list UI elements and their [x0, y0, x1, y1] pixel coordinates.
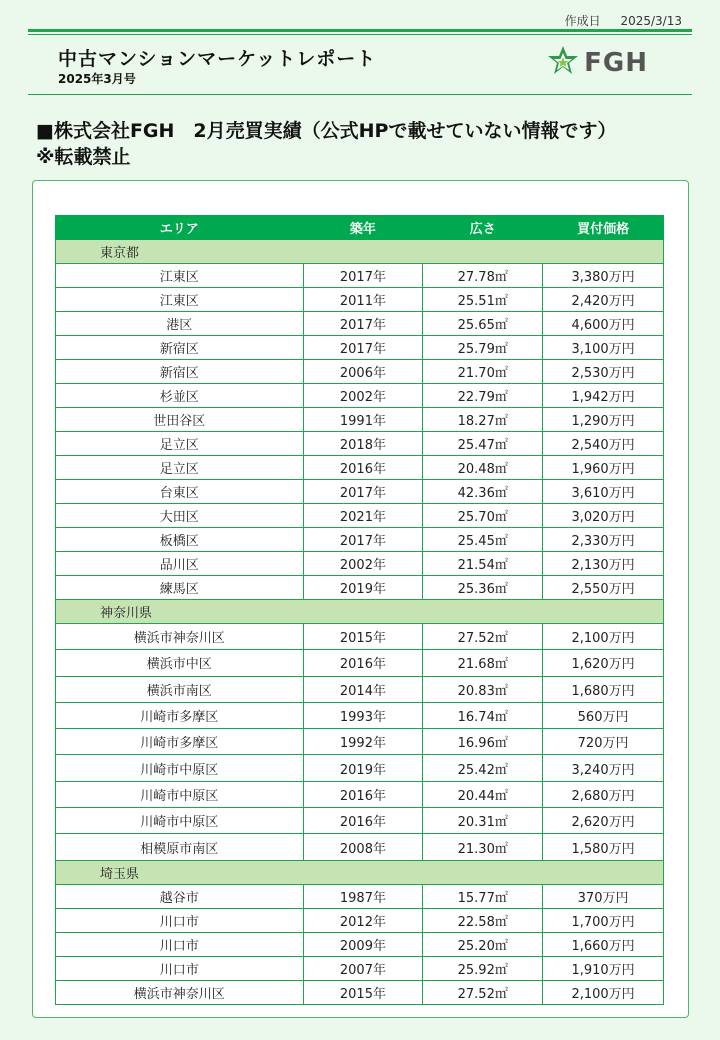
- table-row: [56, 336, 664, 360]
- table-row: [56, 956, 664, 980]
- area-cell: 横浜市神奈川区: [56, 980, 304, 1004]
- size-cell: 20.48㎡: [423, 456, 543, 480]
- year-cell: 2016年: [303, 808, 423, 834]
- table-row: [56, 624, 664, 650]
- table-row: [56, 884, 664, 908]
- price-cell: 2,620万円: [543, 808, 664, 834]
- size-cell: 25.45㎡: [423, 528, 543, 552]
- year-cell: 2015年: [303, 624, 423, 650]
- price-cell: 2,540万円: [543, 432, 664, 456]
- size-cell: 27.52㎡: [423, 624, 543, 650]
- year-cell: 1991年: [303, 408, 423, 432]
- year-cell: 1987年: [303, 884, 423, 908]
- size-cell: 25.47㎡: [423, 432, 543, 456]
- year-cell: 2011年: [303, 288, 423, 312]
- size-cell: 20.44㎡: [423, 781, 543, 807]
- size-cell: 21.54㎡: [423, 552, 543, 576]
- size-cell: 42.36㎡: [423, 480, 543, 504]
- report-title: 中古マンションマーケットレポート: [58, 48, 377, 70]
- column-header-year: 築年: [303, 216, 423, 240]
- year-cell: 2017年: [303, 264, 423, 288]
- size-cell: 25.42㎡: [423, 755, 543, 781]
- year-cell: 2016年: [303, 456, 423, 480]
- table-row: [56, 980, 664, 1004]
- area-cell: 川口市: [56, 932, 304, 956]
- area-cell: 大田区: [56, 504, 304, 528]
- year-cell: 2016年: [303, 650, 423, 676]
- year-cell: 2017年: [303, 528, 423, 552]
- group-row: [56, 240, 664, 264]
- group-label: 埼玉県: [56, 860, 664, 884]
- year-cell: 2017年: [303, 312, 423, 336]
- table-row: [56, 384, 664, 408]
- size-cell: 27.52㎡: [423, 980, 543, 1004]
- year-cell: 2021年: [303, 504, 423, 528]
- size-cell: 25.20㎡: [423, 932, 543, 956]
- year-cell: 2009年: [303, 932, 423, 956]
- table-row: [56, 264, 664, 288]
- area-cell: 新宿区: [56, 360, 304, 384]
- results-panel: [32, 180, 689, 1018]
- year-cell: 2018年: [303, 432, 423, 456]
- price-cell: 1,910万円: [543, 956, 664, 980]
- group-row: [56, 600, 664, 624]
- table-row: [56, 676, 664, 702]
- area-cell: 川崎市多摩区: [56, 729, 304, 755]
- price-cell: 3,610万円: [543, 480, 664, 504]
- area-cell: 台東区: [56, 480, 304, 504]
- area-cell: 川崎市中原区: [56, 808, 304, 834]
- table-row: [56, 755, 664, 781]
- table-row: [56, 576, 664, 600]
- table-row: [56, 480, 664, 504]
- header-bottom-rule: [28, 94, 692, 95]
- size-cell: 21.30㎡: [423, 834, 543, 860]
- table-row: [56, 552, 664, 576]
- price-cell: 1,580万円: [543, 834, 664, 860]
- table-row: [56, 360, 664, 384]
- year-cell: 1992年: [303, 729, 423, 755]
- report-issue: 2025年3月号: [58, 72, 136, 86]
- price-cell: 720万円: [543, 729, 664, 755]
- price-cell: 1,700万円: [543, 908, 664, 932]
- area-cell: 足立区: [56, 432, 304, 456]
- price-cell: 3,020万円: [543, 504, 664, 528]
- area-cell: 越谷市: [56, 884, 304, 908]
- year-cell: 2007年: [303, 956, 423, 980]
- group-row: [56, 860, 664, 884]
- year-cell: 2019年: [303, 755, 423, 781]
- size-cell: 18.27㎡: [423, 408, 543, 432]
- year-cell: 2015年: [303, 980, 423, 1004]
- table-header-row: [56, 216, 664, 240]
- year-cell: 2017年: [303, 336, 423, 360]
- year-cell: 2008年: [303, 834, 423, 860]
- size-cell: 25.36㎡: [423, 576, 543, 600]
- header-top-rule: [28, 29, 692, 32]
- price-cell: 2,530万円: [543, 360, 664, 384]
- price-cell: 3,240万円: [543, 755, 664, 781]
- size-cell: 25.79㎡: [423, 336, 543, 360]
- price-cell: 1,660万円: [543, 932, 664, 956]
- size-cell: 16.74㎡: [423, 702, 543, 728]
- column-header-price: 買付価格: [543, 216, 664, 240]
- area-cell: 江東区: [56, 264, 304, 288]
- table-row: [56, 312, 664, 336]
- size-cell: 22.58㎡: [423, 908, 543, 932]
- created-label: 作成日: [564, 14, 601, 28]
- price-cell: 3,100万円: [543, 336, 664, 360]
- price-cell: 2,550万円: [543, 576, 664, 600]
- table-row: [56, 908, 664, 932]
- size-cell: 25.92㎡: [423, 956, 543, 980]
- table-row: [56, 288, 664, 312]
- year-cell: 2012年: [303, 908, 423, 932]
- area-cell: 江東区: [56, 288, 304, 312]
- price-cell: 560万円: [543, 702, 664, 728]
- area-cell: 練馬区: [56, 576, 304, 600]
- star-leaf-icon: [546, 44, 580, 82]
- area-cell: 港区: [56, 312, 304, 336]
- year-cell: 2006年: [303, 360, 423, 384]
- table-row: [56, 456, 664, 480]
- size-cell: 25.65㎡: [423, 312, 543, 336]
- area-cell: 杉並区: [56, 384, 304, 408]
- table-row: [56, 650, 664, 676]
- price-cell: 3,380万円: [543, 264, 664, 288]
- price-cell: 2,330万円: [543, 528, 664, 552]
- table-row: [56, 729, 664, 755]
- section-heading: [36, 118, 616, 170]
- area-cell: 横浜市神奈川区: [56, 624, 304, 650]
- table-row: [56, 528, 664, 552]
- size-cell: 20.31㎡: [423, 808, 543, 834]
- size-cell: 20.83㎡: [423, 676, 543, 702]
- price-cell: 2,100万円: [543, 980, 664, 1004]
- created-date-line: [565, 12, 682, 29]
- size-cell: 15.77㎡: [423, 884, 543, 908]
- table-row: [56, 834, 664, 860]
- year-cell: 1993年: [303, 702, 423, 728]
- price-cell: 1,680万円: [543, 676, 664, 702]
- area-cell: 横浜市中区: [56, 650, 304, 676]
- table-body: [56, 240, 664, 1005]
- size-cell: 21.68㎡: [423, 650, 543, 676]
- price-cell: 1,942万円: [543, 384, 664, 408]
- area-cell: 品川区: [56, 552, 304, 576]
- area-cell: 川口市: [56, 908, 304, 932]
- area-cell: 川崎市多摩区: [56, 702, 304, 728]
- table-row: [56, 808, 664, 834]
- area-cell: 足立区: [56, 456, 304, 480]
- section-heading-title: ■株式会社FGH 2月売買実績（公式HPで載せていない情報です）: [36, 120, 617, 142]
- group-label: 東京都: [56, 240, 664, 264]
- year-cell: 2019年: [303, 576, 423, 600]
- size-cell: 25.51㎡: [423, 288, 543, 312]
- header-top-rule-thin: [28, 34, 692, 35]
- price-cell: 1,960万円: [543, 456, 664, 480]
- area-cell: 新宿区: [56, 336, 304, 360]
- year-cell: 2016年: [303, 781, 423, 807]
- price-cell: 2,130万円: [543, 552, 664, 576]
- size-cell: 27.78㎡: [423, 264, 543, 288]
- year-cell: 2002年: [303, 552, 423, 576]
- size-cell: 16.96㎡: [423, 729, 543, 755]
- section-heading-note: ※転載禁止: [36, 146, 131, 168]
- price-cell: 370万円: [543, 884, 664, 908]
- year-cell: 2002年: [303, 384, 423, 408]
- logo-text: FGH: [584, 48, 648, 78]
- size-cell: 25.70㎡: [423, 504, 543, 528]
- sales-table: [55, 215, 664, 1005]
- year-cell: 2014年: [303, 676, 423, 702]
- price-cell: 4,600万円: [543, 312, 664, 336]
- area-cell: 川口市: [56, 956, 304, 980]
- price-cell: 2,100万円: [543, 624, 664, 650]
- year-cell: 2017年: [303, 480, 423, 504]
- table-row: [56, 932, 664, 956]
- created-date: 2025/3/13: [620, 14, 682, 28]
- size-cell: 22.79㎡: [423, 384, 543, 408]
- column-header-area: エリア: [56, 216, 304, 240]
- table-row: [56, 408, 664, 432]
- area-cell: 川崎市中原区: [56, 755, 304, 781]
- price-cell: 2,420万円: [543, 288, 664, 312]
- table-row: [56, 432, 664, 456]
- area-cell: 川崎市中原区: [56, 781, 304, 807]
- price-cell: 1,620万円: [543, 650, 664, 676]
- table-row: [56, 781, 664, 807]
- table-row: [56, 504, 664, 528]
- size-cell: 21.70㎡: [423, 360, 543, 384]
- price-cell: 2,680万円: [543, 781, 664, 807]
- table-row: [56, 702, 664, 728]
- group-label: 神奈川県: [56, 600, 664, 624]
- area-cell: 横浜市南区: [56, 676, 304, 702]
- column-header-size: 広さ: [423, 216, 543, 240]
- area-cell: 板橋区: [56, 528, 304, 552]
- price-cell: 1,290万円: [543, 408, 664, 432]
- area-cell: 世田谷区: [56, 408, 304, 432]
- area-cell: 相模原市南区: [56, 834, 304, 860]
- company-logo: [546, 44, 648, 82]
